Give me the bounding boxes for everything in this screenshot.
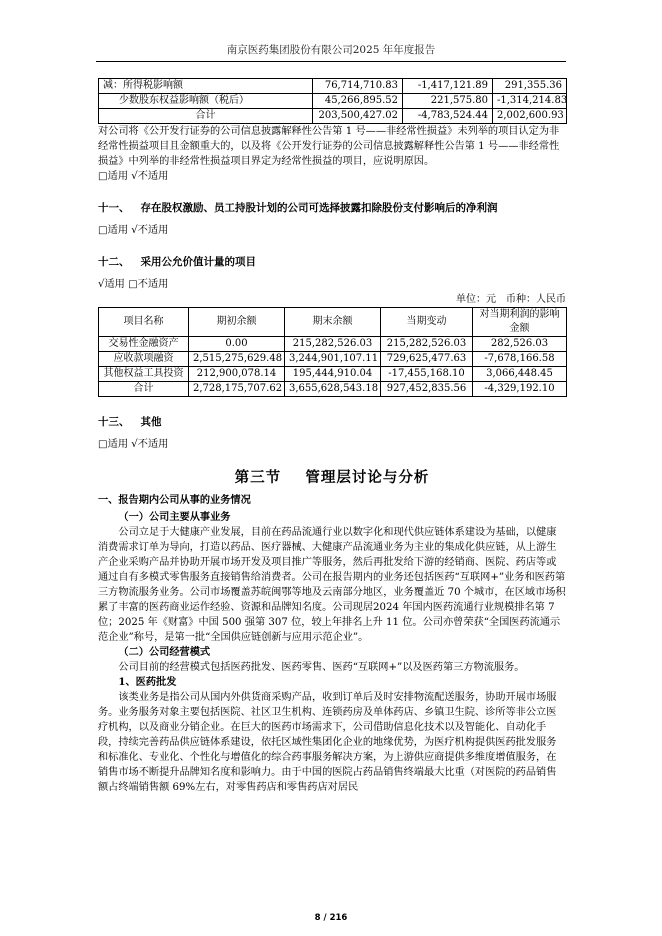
table-cell: -4,783,524.44 — [403, 109, 493, 124]
subsection-heading: （二）公司经营模式 — [118, 646, 211, 658]
table-cell: 2,728,175,707.62 — [189, 382, 285, 397]
table-cell: 729,625,477.63 — [381, 352, 473, 367]
column-header: 项目名称 — [99, 308, 189, 337]
section-12-heading — [98, 255, 566, 270]
section-number: 十三、 — [98, 416, 130, 428]
table-row — [99, 382, 567, 397]
part-heading: 一、报告期内公司从事的业务情况 — [98, 494, 251, 506]
table-cell: 291,355.36 — [493, 79, 567, 94]
table-cell: 2,515,275,629.48 — [189, 352, 285, 367]
table-cell: 2,002,600.93 — [493, 109, 567, 124]
table-cell: 合计 — [99, 109, 313, 124]
applicability-check: □适用 √不适用 — [98, 171, 169, 182]
non-recurring-gains-table — [98, 78, 567, 124]
table-cell: 3,244,901,107.11 — [285, 352, 381, 367]
table-cell: 交易性金融资产 — [99, 337, 189, 352]
column-header: 期初余额 — [189, 308, 285, 337]
section-13-heading — [98, 415, 566, 430]
business-model-paragraph: 公司目前的经营模式包括医药批发、医药零售、医药“互联网+”以及医药第三方物流服务。 — [118, 662, 525, 673]
applicability-check: √适用 □不适用 — [98, 279, 169, 290]
applicability-check: □适用 √不适用 — [98, 439, 169, 450]
page-header: 南京医药集团股份有限公司2025 年年度报告 — [96, 42, 566, 62]
table-cell: 3,655,628,543.18 — [285, 382, 381, 397]
applicability-check: □适用 √不适用 — [98, 225, 169, 236]
table-cell: 927,452,835.56 — [381, 382, 473, 397]
table-cell: 76,714,710.83 — [313, 79, 403, 94]
table-cell: 221,575.80 — [403, 94, 493, 109]
table-cell: 减：所得税影响额 — [99, 79, 313, 94]
chapter-title — [98, 470, 566, 485]
table-cell: 应收款项融资 — [99, 352, 189, 367]
table-cell: 合计 — [99, 382, 189, 397]
section-number: 十二、 — [98, 256, 130, 268]
table-cell: -4,329,192.10 — [473, 382, 567, 397]
column-header: 期末余额 — [285, 308, 381, 337]
table-cell: 215,282,526.03 — [285, 337, 381, 352]
table-cell: -7,678,166.58 — [473, 352, 567, 367]
chapter-number: 第三节 — [234, 469, 282, 486]
table-row — [99, 94, 567, 109]
table-cell: 215,282,526.03 — [381, 337, 473, 352]
table-cell: -17,455,168.10 — [381, 367, 473, 382]
section-number: 十一、 — [98, 202, 130, 214]
fair-value-table — [98, 307, 567, 397]
page-content — [98, 78, 566, 795]
table-row — [99, 367, 567, 382]
column-header: 对当期利润的影响金额 — [473, 308, 567, 337]
explanation-paragraph: 对公司将《公开发行证券的公司信息披露解释性公告第 1 号——非经常性损益》未列举的项目认定为非经常性损益项目且金额重大的，以及将《公开发行证券的公司信息披露解释性公告第 1 号——非经常性损益》中列举的非经常性损益项目界定为经常性损益的项目，应说明原因。 — [98, 126, 560, 167]
table-cell: 少数股东权益影响额（税后） — [99, 94, 313, 109]
chapter-name: 管理层讨论与分析 — [305, 469, 430, 486]
business-paragraph: 公司立足于大健康产业发展，目前在药品流通行业以数字化和现代供应链体系建设为基础，以健康消费需求订单为导向，打造以药品、医疗器械、大健康产品流通业务为主业的集成化供应链，从上游生产企业采购产品并协助开展市场开发及项目推广等服务，然后再批发给下游的经销商、医院、药店等或通过自有多模式零售服务直接销售给消费者。公司在报告期内的业务还包括医药“互联网+”业务和医药第三方物流服务业务。公司市场覆盖苏皖闽鄂等地及云南部分地区，业务覆盖近 70 个城市，在区域市场积累了丰富的医药商业运作经验、资源和品牌知名度。公司现居2024 年国内医药流通行业规模排名第 7 位；2025 年《财富》中国 500 强第 307 位，较上年排名上升 11 位。公司亦曾荣获“全国医药流通示范企业”称号，是第一批“全国供应链创新与应用示范企业”。 — [98, 527, 566, 643]
table-row — [99, 352, 567, 367]
table-row — [99, 79, 567, 94]
subsection-heading: （一）公司主要从事业务 — [118, 511, 231, 523]
table-cell: 45,266,895.52 — [313, 94, 403, 109]
subsection-heading: 1、医药批发 — [118, 676, 177, 688]
table-cell: 282,526.03 — [473, 337, 567, 352]
table-cell: -1,314,214.83 — [493, 94, 567, 109]
page-number: 8 / 216 — [314, 913, 348, 923]
column-header: 当期变动 — [381, 308, 473, 337]
section-title: 其他 — [140, 416, 162, 428]
wholesale-paragraph: 该类业务是指公司从国内外供货商采购产品，收到订单后及时安排物流配送服务，协助开展市场服务。业务服务对象主要包括医院、社区卫生机构、连锁药房及单体药店、乡镇卫生院、诊所等非公立医疗机构，以及商业分销企业。在巨大的医药市场需求下，公司借助信息化技术以及智能化、自动化手段，持续完善药品供应链体系建设，依托区域性集团化企业的地缘优势，为医疗机构提供医药批发服务和标准化、专业化、个性化与增值化的综合药事服务解决方案，为上游供应商提供多维度增值服务，在销售市场不断提升品牌知名度和影响力。由于中国的医院占药品销售终端最大比重（对医院的药品销售额占终端销售额 69%左右，对零售药店和零售药店对居民 — [98, 692, 557, 793]
section-title: 存在股权激励、员工持股计划的公司可选择披露扣除股份支付影响后的净利润 — [140, 202, 498, 214]
table-cell: -1,417,121.89 — [403, 79, 493, 94]
section-title: 采用公允价值计量的项目 — [140, 256, 256, 268]
table-cell: 212,900,078.14 — [189, 367, 285, 382]
table-cell: 0.00 — [189, 337, 285, 352]
table-row — [99, 337, 567, 352]
table-cell: 195,444,910.04 — [285, 367, 381, 382]
unit-currency-line: 单位：元 币种：人民币 — [456, 294, 566, 305]
section-11-heading — [98, 201, 566, 216]
table-row — [99, 109, 567, 124]
table-header-row — [99, 308, 567, 337]
table-cell: 其他权益工具投资 — [99, 367, 189, 382]
table-cell: 3,066,448.45 — [473, 367, 567, 382]
table-cell: 203,500,427.02 — [313, 109, 403, 124]
